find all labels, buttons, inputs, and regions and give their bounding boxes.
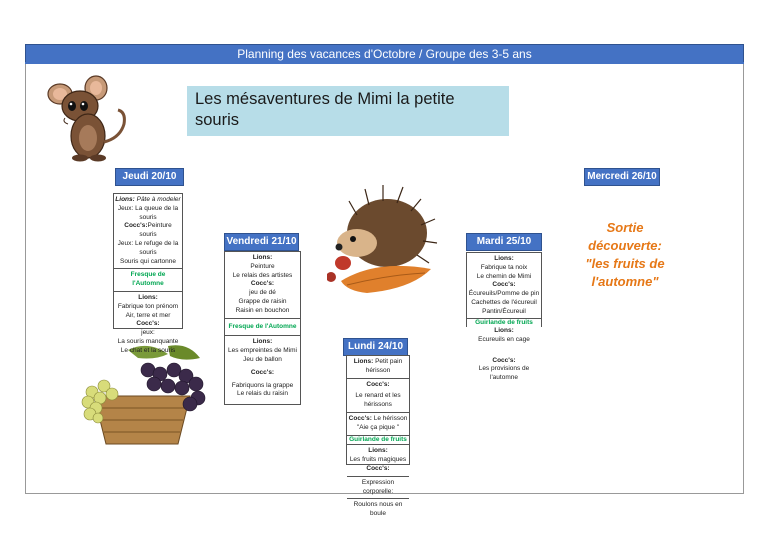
page-title: Les mésaventures de Mimi la petite souris	[187, 86, 509, 136]
jeudi-pm-4: La souris manquante	[117, 337, 179, 345]
jeudi-pm-2: Air, terre et mer	[125, 311, 171, 319]
lundi-coccs2-value: Le hérisson	[373, 414, 408, 422]
lundi-afternoon	[347, 445, 409, 476]
vendredi-line-5: Raisin en bouchon	[235, 306, 290, 314]
banner-underline	[25, 62, 744, 64]
lundi-lions	[347, 356, 409, 379]
mardi-guirlande: Guirlande de fruits	[466, 318, 542, 328]
day-header-mardi: Mardi 25/10	[466, 233, 542, 251]
vendredi-pm-2: Jeu de ballon	[243, 355, 282, 363]
mardi-line-4: Cachettes de l'écureuil	[471, 298, 537, 306]
mardi-morning	[467, 253, 541, 319]
lundi-lions-label: Lions:	[353, 358, 374, 365]
jeudi-fresque: Fresque de l'Automne	[114, 269, 182, 292]
day-header-lundi: Lundi 24/10	[343, 338, 408, 356]
jeudi-coccs-value: Peinture souris	[139, 222, 172, 239]
vendredi-line-3: jeu de dé	[249, 289, 276, 297]
hedgehog-illustration	[327, 185, 439, 301]
lundi-coccs-1: Le renard et les hérissons	[355, 392, 401, 409]
day-card-vendredi	[224, 251, 301, 405]
mardi-coccs: Cocc's:	[492, 281, 516, 289]
jeudi-pm-3: jeux:	[141, 329, 155, 337]
vendredi-afternoon	[225, 336, 300, 401]
jeudi-lions-label: Lions:	[115, 196, 135, 203]
lundi-coccs2-block	[347, 413, 409, 436]
lundi-pm-lions: Lions:	[368, 447, 388, 455]
vendredi-lions: Lions:	[252, 254, 273, 261]
day-card-jeudi	[113, 193, 183, 354]
day-card-lundi	[346, 355, 410, 518]
jeudi-lions-value: Pâte à modeler	[136, 196, 181, 203]
jeudi-afternoon	[114, 292, 182, 358]
vendredi-pm-3: Fabriquons la grappe	[231, 381, 294, 389]
lundi-coccs-block	[347, 379, 409, 413]
jeudi-coccs-label: Cocc's:	[124, 222, 148, 230]
lundi-coccs2-1: "Aie ça pique "	[356, 423, 400, 431]
vendredi-line-4: Grappe de raisin	[238, 297, 287, 305]
vendredi-morning	[225, 252, 300, 319]
jeudi-pm-coccs: Cocc's:	[136, 320, 160, 328]
jeudi-line-5: Souris qui cartonne	[119, 257, 176, 265]
day-header-mercredi: Mercredi 26/10	[584, 168, 660, 186]
mardi-line-1: Fabrique ta noix	[480, 263, 528, 271]
vendredi-pm-lions: Lions:	[252, 338, 273, 346]
jeudi-pm-lions: Lions:	[138, 293, 158, 301]
day-header-jeudi: Jeudi 20/10	[115, 168, 184, 186]
mardi-pm-lions: Lions:	[494, 327, 514, 334]
mardi-pm-1: Ecureuils en cage	[478, 335, 530, 343]
lundi-pm-3: Roulons nous en boule	[353, 501, 403, 518]
mardi-pm-coccs: Cocc's:	[492, 356, 516, 364]
vendredi-coccs: Cocc's:	[250, 280, 275, 288]
jeudi-pm-1: Fabrique ton prénom	[117, 302, 179, 310]
day-header-vendredi: Vendredi 21/10	[224, 233, 299, 251]
mardi-line-3: Écureuils/Pomme de pin	[468, 290, 540, 298]
lundi-coccs: Cocc's:	[366, 380, 390, 388]
vendredi-pm-4: Le relais du raisin	[237, 390, 288, 398]
lundi-guirlande: Guirlande de fruits	[347, 436, 409, 446]
jeudi-pm-5: Le chat et la souris	[120, 346, 176, 354]
sortie-decouverte: Sortie découverte: "les fruits de l'automne"	[585, 220, 665, 289]
vendredi-fresque: Fresque de l'Automne	[225, 319, 300, 337]
vendredi-pm-coccs: Cocc's:	[250, 368, 275, 376]
jeudi-morning	[114, 194, 182, 269]
mardi-lions: Lions:	[494, 255, 514, 262]
lundi-pm-1: Les fruits magiques	[349, 456, 407, 464]
planning-banner: Planning des vacances d'Octobre / Groupe des 3-5 ans	[25, 44, 744, 63]
mardi-pm-2: Les provisions de l'automne	[478, 365, 530, 382]
mardi-line-5: Pantin/Écureuil	[482, 307, 526, 315]
vendredi-line-2: Le relais des artistes	[232, 271, 293, 279]
lundi-pm-coccs: Cocc's:	[366, 464, 390, 472]
vendredi-line-1: Peinture	[250, 262, 275, 270]
jeudi-line-2: Jeux: La queue de la souris	[117, 204, 179, 221]
day-card-mardi	[466, 252, 542, 327]
jeudi-line-4: Jeux: Le refuge de la souris	[117, 239, 179, 256]
lundi-pm-2: Expression corporelle:	[347, 477, 409, 500]
mardi-line-2: Le chemin de Mimi	[476, 272, 532, 280]
lundi-coccs2-label: Cocc's:	[348, 414, 372, 422]
mardi-afternoon	[466, 327, 542, 383]
mouse-illustration	[40, 72, 130, 164]
vendredi-pm-1: Les empreintes de Mimi	[228, 347, 297, 355]
lundi-lions-value: Petit pain hérisson	[365, 358, 403, 374]
